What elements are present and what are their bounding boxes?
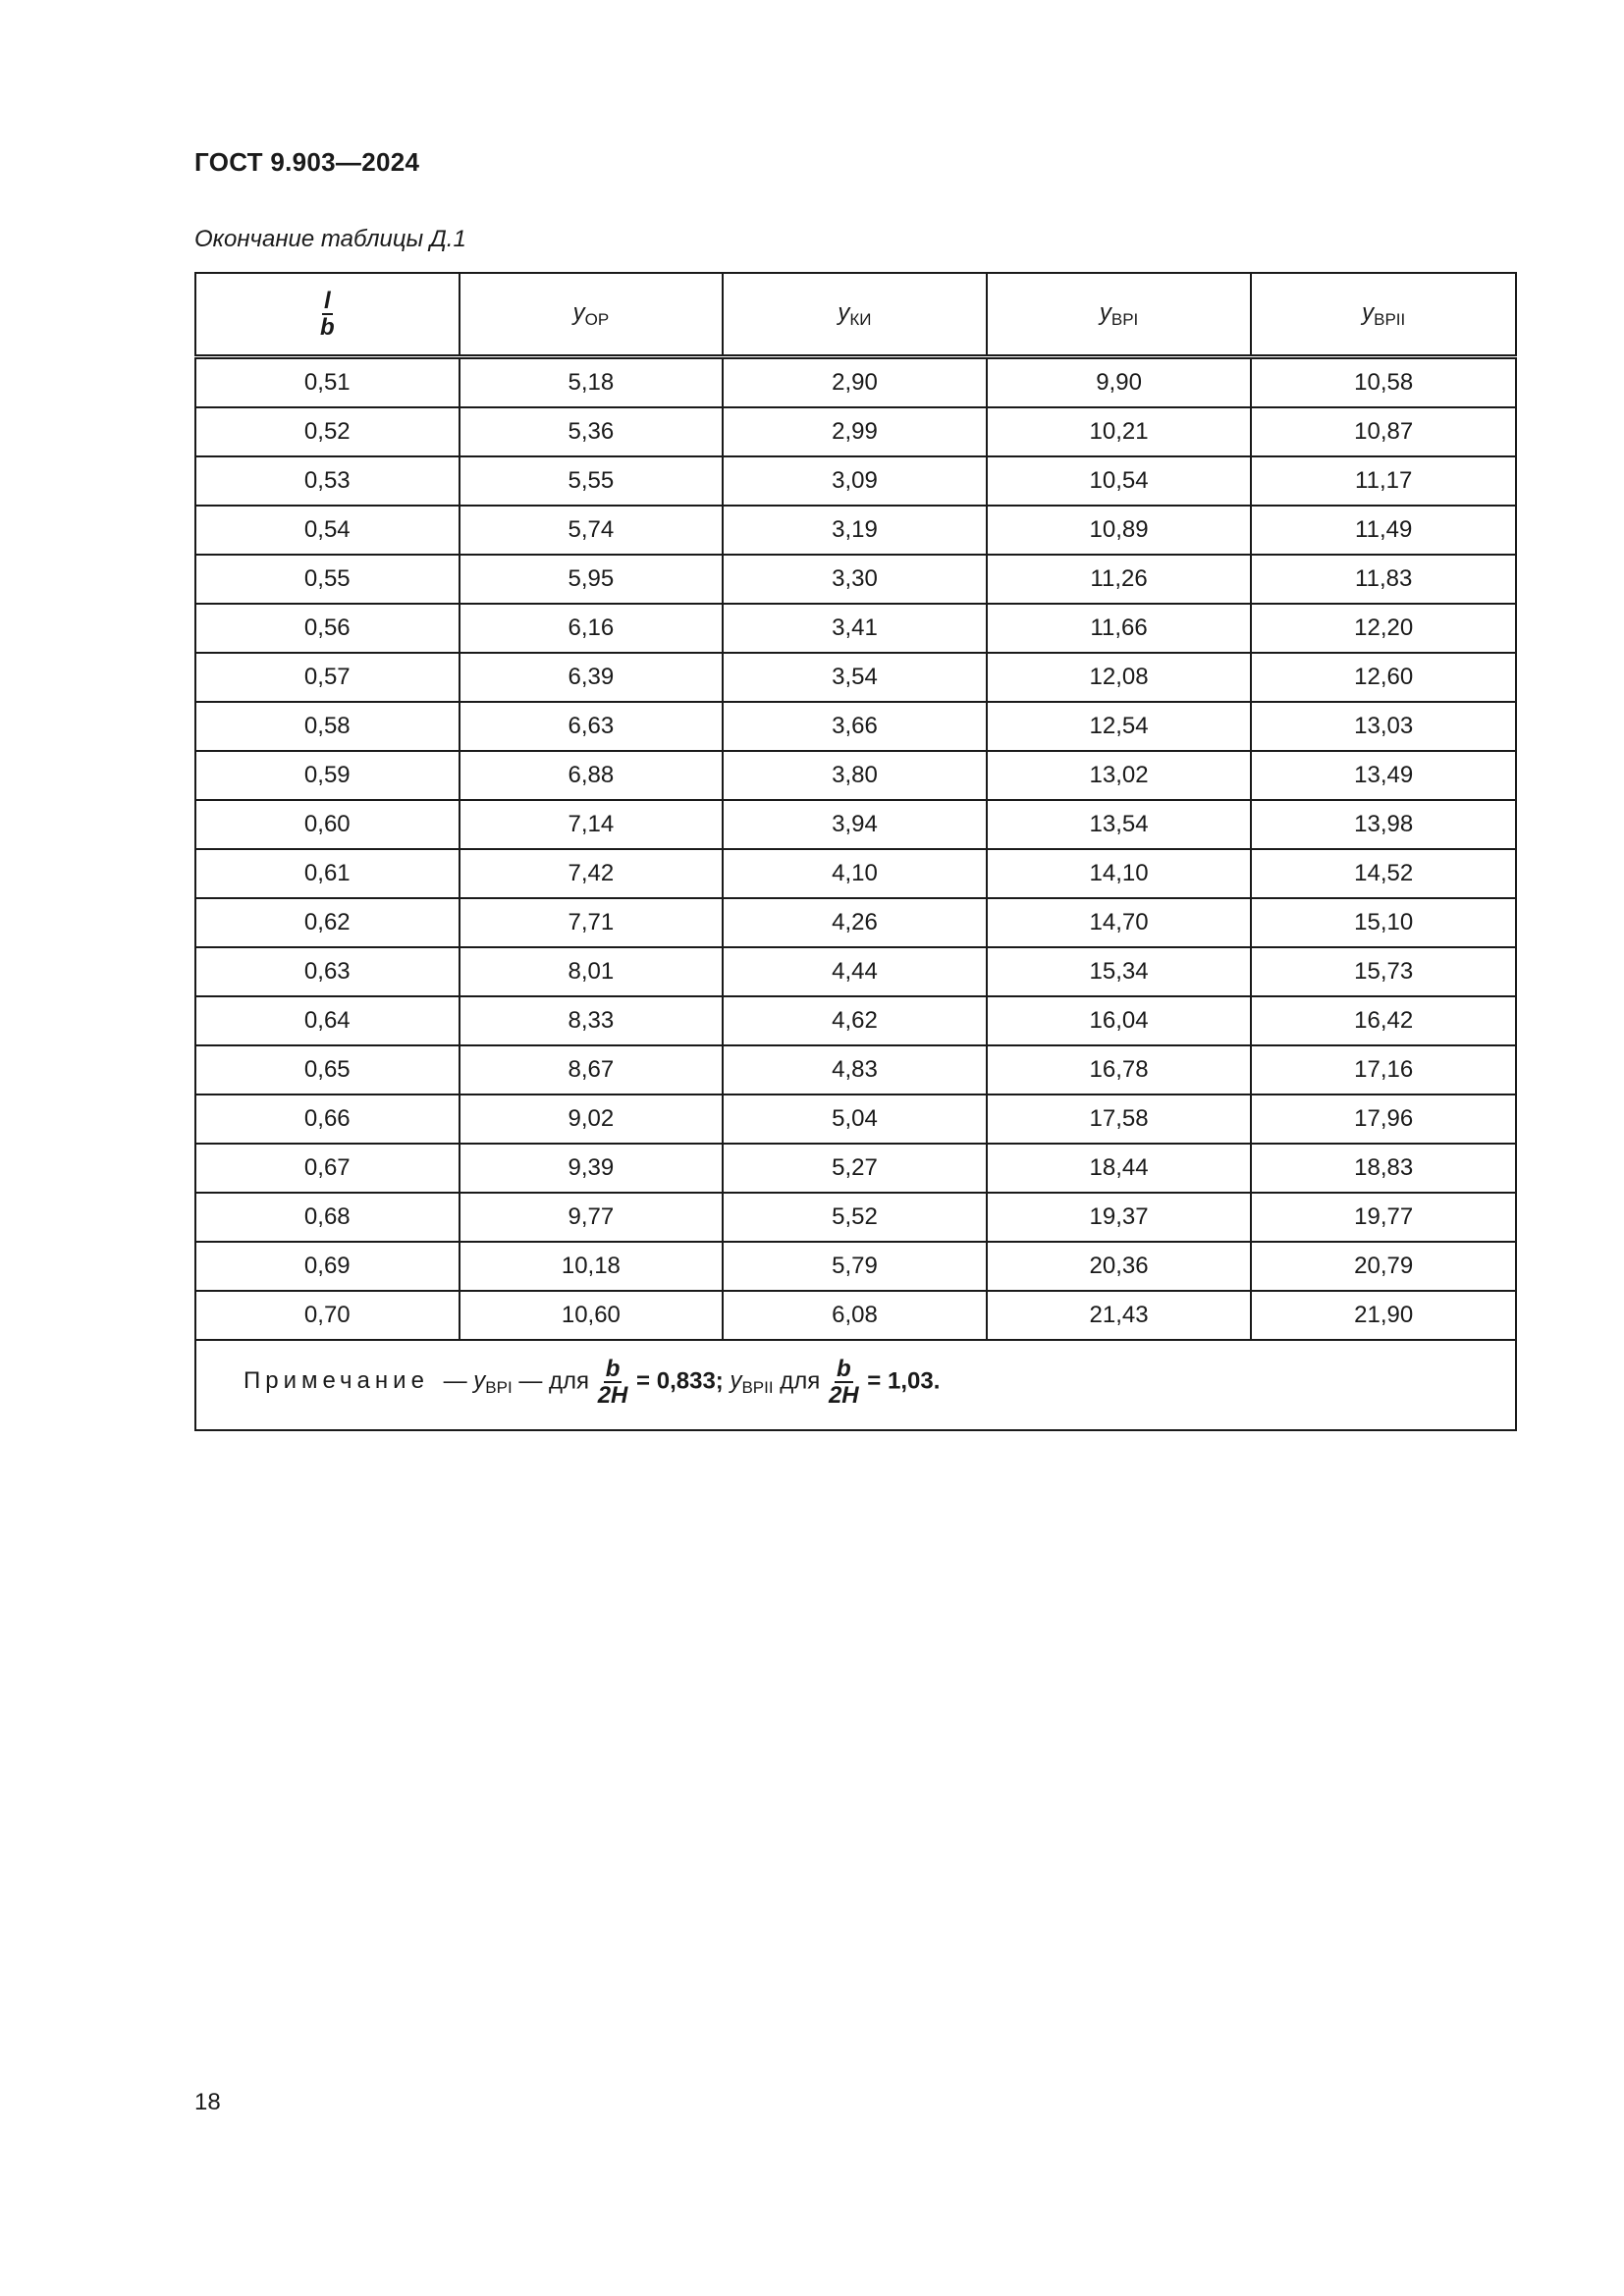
note-text: — для <box>518 1367 590 1395</box>
table-cell: 6,39 <box>460 653 724 702</box>
table-cell: 10,89 <box>987 506 1252 555</box>
fraction-denominator: b <box>319 314 335 341</box>
column-header-l-over-b <box>195 273 460 357</box>
fraction-numerator: b <box>605 1355 621 1382</box>
table-cell: 18,44 <box>987 1144 1252 1193</box>
table-cell: 8,33 <box>460 996 724 1045</box>
symbol-base: y <box>1362 298 1375 326</box>
table-row <box>195 702 1516 751</box>
note-row <box>195 1340 1516 1430</box>
column-header-y-bpi <box>987 273 1252 357</box>
note-fraction-b-over-2h <box>827 1357 861 1408</box>
table-cell: 9,90 <box>987 357 1252 408</box>
note-symbol-base: y <box>473 1367 486 1395</box>
note-symbol-base: y <box>730 1367 742 1395</box>
table-cell: 8,67 <box>460 1045 724 1095</box>
table-cell: 15,10 <box>1251 898 1516 947</box>
table-cell: 10,87 <box>1251 407 1516 456</box>
table-cell: 18,83 <box>1251 1144 1516 1193</box>
symbol-base: y <box>1099 298 1111 326</box>
table-cell: 3,94 <box>723 800 987 849</box>
symbol-base: y <box>572 298 585 326</box>
table-cell: 10,60 <box>460 1291 724 1340</box>
fraction-denominator: 2H <box>597 1382 628 1409</box>
table-cell: 16,04 <box>987 996 1252 1045</box>
table-cell: 12,20 <box>1251 604 1516 653</box>
table-row <box>195 456 1516 506</box>
table-row <box>195 407 1516 456</box>
table-row <box>195 849 1516 898</box>
table-cell: 3,41 <box>723 604 987 653</box>
table-cell: 5,79 <box>723 1242 987 1291</box>
table-cell: 0,51 <box>195 357 460 408</box>
note-value: = 0,833; <box>636 1367 724 1395</box>
column-header-y-bpii <box>1251 273 1516 357</box>
table-cell: 0,55 <box>195 555 460 604</box>
table-cell: 0,62 <box>195 898 460 947</box>
table-cell: 20,36 <box>987 1242 1252 1291</box>
table-cell: 3,09 <box>723 456 987 506</box>
table-cell: 19,37 <box>987 1193 1252 1242</box>
table-cell: 0,59 <box>195 751 460 800</box>
table-cell: 0,67 <box>195 1144 460 1193</box>
table-cell: 21,43 <box>987 1291 1252 1340</box>
table-cell: 21,90 <box>1251 1291 1516 1340</box>
table-cell: 15,73 <box>1251 947 1516 996</box>
table-cell: 13,03 <box>1251 702 1516 751</box>
table-cell: 7,14 <box>460 800 724 849</box>
table-row <box>195 506 1516 555</box>
table-cell: 0,56 <box>195 604 460 653</box>
table-cell: 12,08 <box>987 653 1252 702</box>
table-cell: 4,26 <box>723 898 987 947</box>
table-row <box>195 947 1516 996</box>
table-cell: 5,55 <box>460 456 724 506</box>
table-row <box>195 1095 1516 1144</box>
table-row <box>195 604 1516 653</box>
column-header-y-ki <box>723 273 987 357</box>
document-header: ГОСТ 9.903—2024 <box>194 147 420 177</box>
fraction-numerator: l <box>323 287 331 314</box>
table-row <box>195 1242 1516 1291</box>
table-cell: 4,83 <box>723 1045 987 1095</box>
column-header-y-op <box>460 273 724 357</box>
table-row <box>195 1291 1516 1340</box>
table-cell: 13,49 <box>1251 751 1516 800</box>
symbol-subscript: КИ <box>849 309 872 329</box>
note-fraction-b-over-2h <box>596 1357 630 1408</box>
table-cell: 6,16 <box>460 604 724 653</box>
table-cell: 11,49 <box>1251 506 1516 555</box>
table-cell: 5,18 <box>460 357 724 408</box>
fraction-l-over-b <box>318 289 337 340</box>
note-text: для <box>780 1367 821 1395</box>
table-cell: 20,79 <box>1251 1242 1516 1291</box>
table-cell: 2,99 <box>723 407 987 456</box>
table-cell: 5,36 <box>460 407 724 456</box>
table-cell: 0,58 <box>195 702 460 751</box>
table-cell: 11,17 <box>1251 456 1516 506</box>
note-symbol-subscript: BPII <box>741 1378 774 1398</box>
table-cell: 13,98 <box>1251 800 1516 849</box>
table-row <box>195 653 1516 702</box>
table-cell: 11,26 <box>987 555 1252 604</box>
table-row <box>195 898 1516 947</box>
table-cell: 9,39 <box>460 1144 724 1193</box>
table-row <box>195 1193 1516 1242</box>
symbol-subscript: BPII <box>1374 309 1406 329</box>
table-cell: 14,10 <box>987 849 1252 898</box>
data-table <box>194 272 1517 1431</box>
table-cell: 0,57 <box>195 653 460 702</box>
table-cell: 13,54 <box>987 800 1252 849</box>
table-cell: 2,90 <box>723 357 987 408</box>
symbol-base: y <box>838 298 850 326</box>
table-cell: 4,44 <box>723 947 987 996</box>
table-row <box>195 1144 1516 1193</box>
table-row <box>195 357 1516 408</box>
table-cell: 17,96 <box>1251 1095 1516 1144</box>
table-cell: 6,63 <box>460 702 724 751</box>
table-cell: 11,66 <box>987 604 1252 653</box>
table-cell: 0,52 <box>195 407 460 456</box>
table-cell: 6,88 <box>460 751 724 800</box>
table-cell: 10,18 <box>460 1242 724 1291</box>
table-cell: 0,61 <box>195 849 460 898</box>
table-cell: 12,60 <box>1251 653 1516 702</box>
table-cell: 16,78 <box>987 1045 1252 1095</box>
table-cell: 0,70 <box>195 1291 460 1340</box>
note-dash: — <box>443 1367 467 1395</box>
table-cell: 3,80 <box>723 751 987 800</box>
table-cell: 11,83 <box>1251 555 1516 604</box>
table-row <box>195 555 1516 604</box>
table-cell: 14,52 <box>1251 849 1516 898</box>
table-row <box>195 751 1516 800</box>
table-cell: 4,10 <box>723 849 987 898</box>
table-cell: 0,69 <box>195 1242 460 1291</box>
note-symbol-subscript: BPI <box>485 1378 513 1398</box>
table-cell: 12,54 <box>987 702 1252 751</box>
table-cell: 3,66 <box>723 702 987 751</box>
table-cell: 10,58 <box>1251 357 1516 408</box>
table-cell: 0,65 <box>195 1045 460 1095</box>
table-cell: 3,30 <box>723 555 987 604</box>
fraction-denominator: 2H <box>828 1382 859 1409</box>
page-number: 18 <box>194 2089 221 2115</box>
table-caption: Окончание таблицы Д.1 <box>194 226 466 252</box>
table-row <box>195 800 1516 849</box>
table-row <box>195 996 1516 1045</box>
fraction-numerator: b <box>836 1355 851 1382</box>
table-cell: 3,19 <box>723 506 987 555</box>
table-cell: 6,08 <box>723 1291 987 1340</box>
table-cell: 5,74 <box>460 506 724 555</box>
table-cell: 9,77 <box>460 1193 724 1242</box>
table-cell: 3,54 <box>723 653 987 702</box>
table-row <box>195 1045 1516 1095</box>
table-cell: 5,95 <box>460 555 724 604</box>
table-cell: 13,02 <box>987 751 1252 800</box>
table-cell: 0,66 <box>195 1095 460 1144</box>
table-cell: 0,63 <box>195 947 460 996</box>
table-cell: 0,64 <box>195 996 460 1045</box>
table-cell: 10,54 <box>987 456 1252 506</box>
symbol-subscript: BPI <box>1110 309 1139 329</box>
table-cell: 16,42 <box>1251 996 1516 1045</box>
table-cell: 14,70 <box>987 898 1252 947</box>
table-cell: 5,27 <box>723 1144 987 1193</box>
table-cell: 0,68 <box>195 1193 460 1242</box>
table-cell: 0,53 <box>195 456 460 506</box>
table-cell: 7,42 <box>460 849 724 898</box>
table-cell: 4,62 <box>723 996 987 1045</box>
note-value: = 1,03. <box>867 1367 941 1395</box>
table-cell: 17,58 <box>987 1095 1252 1144</box>
table-cell: 0,60 <box>195 800 460 849</box>
table-cell: 9,02 <box>460 1095 724 1144</box>
table-cell: 5,52 <box>723 1193 987 1242</box>
table-header-row <box>195 273 1516 357</box>
table-cell: 8,01 <box>460 947 724 996</box>
table-cell: 19,77 <box>1251 1193 1516 1242</box>
table-cell: 10,21 <box>987 407 1252 456</box>
table-note <box>195 1340 1516 1430</box>
table-cell: 7,71 <box>460 898 724 947</box>
table-cell: 15,34 <box>987 947 1252 996</box>
symbol-subscript: ОР <box>584 309 610 329</box>
table-cell: 0,54 <box>195 506 460 555</box>
table-cell: 5,04 <box>723 1095 987 1144</box>
note-label: Примечание <box>244 1367 429 1395</box>
table-cell: 17,16 <box>1251 1045 1516 1095</box>
table-body <box>195 357 1516 1341</box>
